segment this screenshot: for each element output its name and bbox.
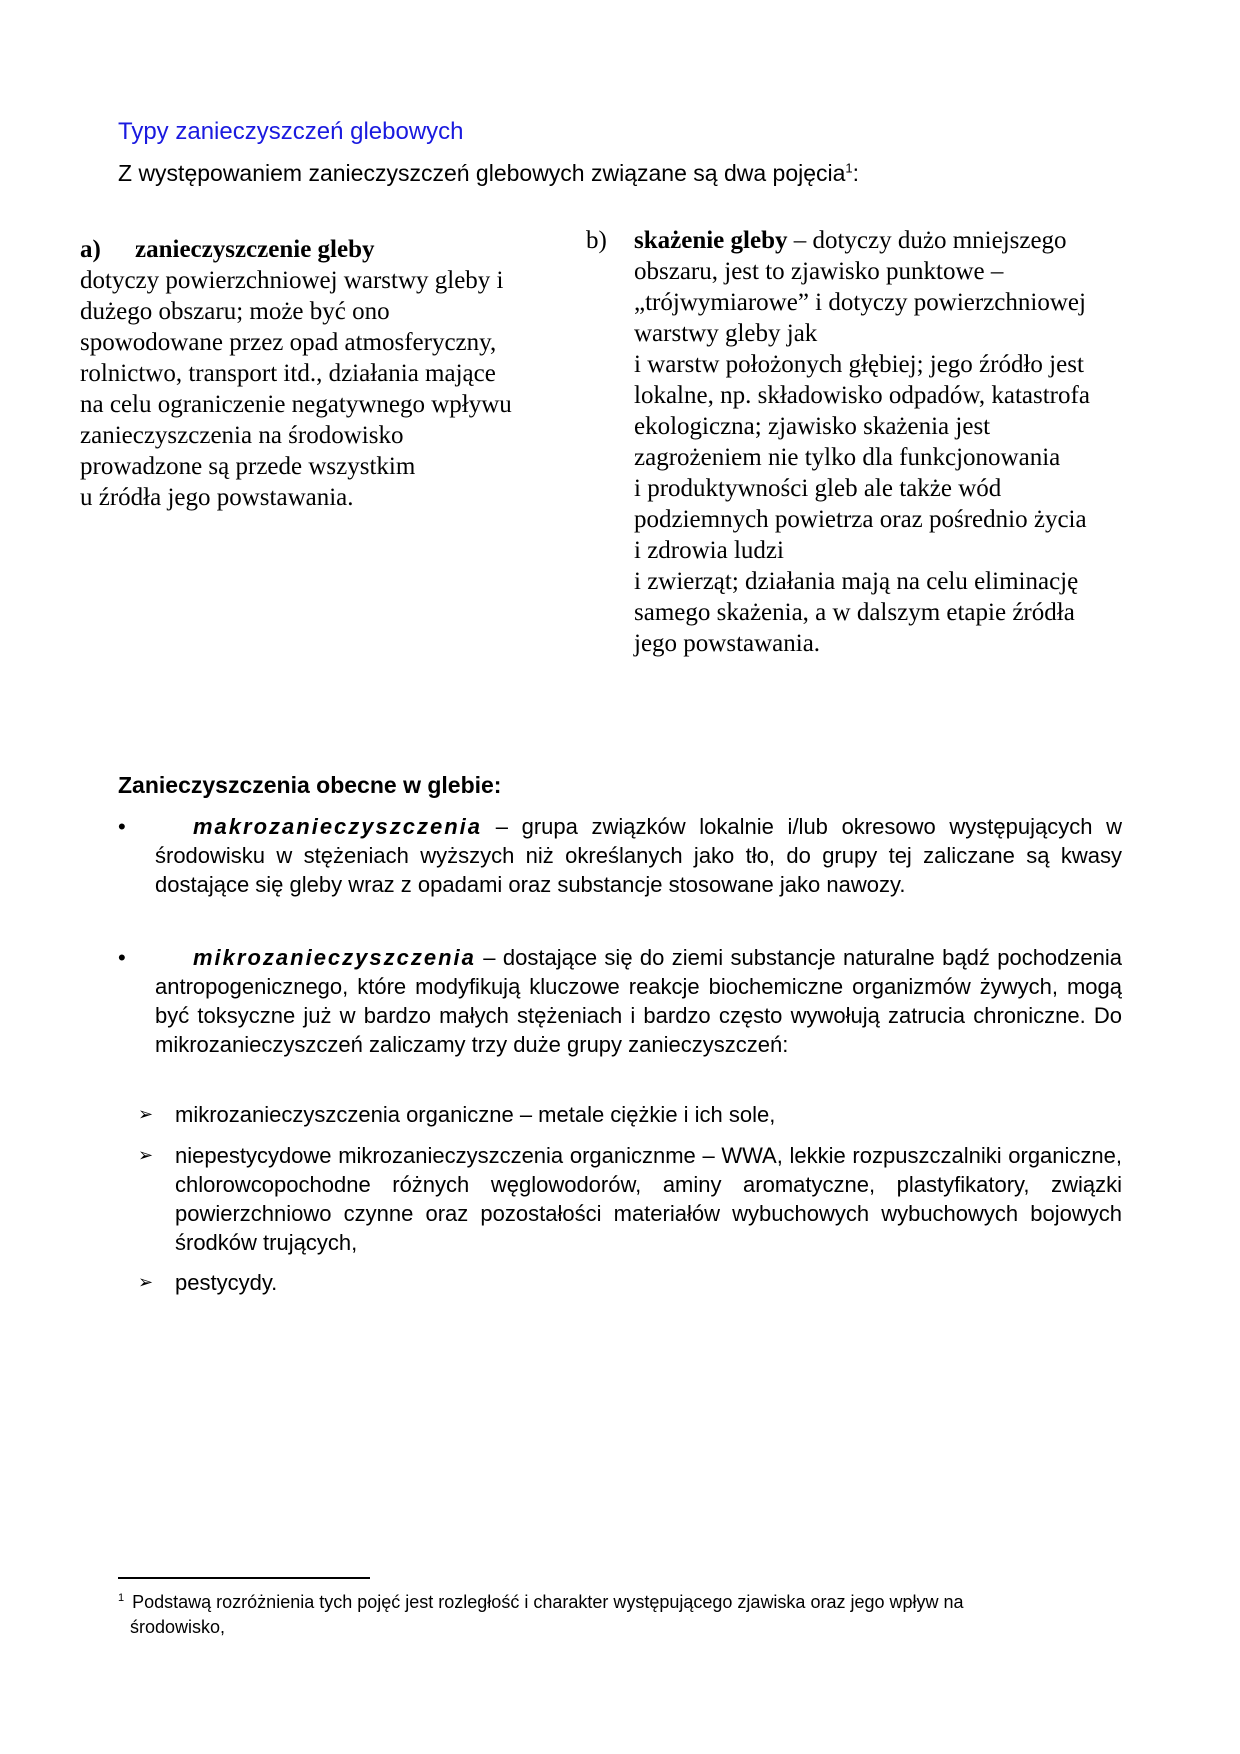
bullet-icon: • [118, 814, 126, 839]
definition-b-term: skażenie gleby [634, 227, 788, 254]
footnote-text-cont: środowisko, [130, 1617, 226, 1637]
footnote-ref[interactable]: 1 [845, 160, 853, 176]
definition-b [586, 225, 1136, 659]
text-line: samego skażenia, a w dalszym etapie źródła [634, 599, 1075, 626]
text-line: u źródła jego powstawania. [80, 484, 354, 511]
bullet-item [118, 943, 1122, 1059]
definition-a-body [80, 265, 560, 513]
bullet-term: makrozanieczyszczenia [193, 814, 483, 839]
text-line: prowadzone są przede wszystkim [80, 453, 416, 480]
definition-b-label: b) [586, 227, 607, 254]
arrow-bullet-icon: ➢ [138, 1272, 154, 1292]
text-line: podziemnych powietrza oraz pośrednio życia [634, 506, 1087, 533]
sub-list [118, 1100, 1122, 1129]
text-line: na celu ograniczenie negatywnego wpływu [80, 391, 512, 418]
text-line: zagrożeniem nie tylko dla funkcjonowania [634, 444, 1061, 471]
bullet-item [118, 812, 1122, 899]
definition-b-body [634, 225, 1136, 659]
text-line: spowodowane przez opad atmosferyczny, [80, 329, 497, 356]
footnote [118, 1586, 1118, 1640]
sub-list [118, 1141, 1122, 1257]
arrow-bullet-icon: ➢ [138, 1145, 154, 1165]
sub-item-text: niepestycydowe mikrozanieczyszczenia organicznme – WWA, lekkie rozpuszczalniki organiczne, chlorowcopochodne różnych węglowodorów, aminy aromatyczne, plastyfikatory, związki powierzchniowo czynne oraz pozostałości materiałów wybuchowych wybuchowych bojowych środków trujących, [175, 1143, 1122, 1255]
bullet-text: – dostające się do ziemi substancje naturalne bądź pochodzenia antropogenicznego, które modyfikują kluczowe reakcje biochemiczne organizmów żywych, mogą być toksyczne już w bardzo małych stężeniach i bardzo często wywołują zatrucia chroniczne. Do mikrozanieczyszczeń zaliczamy trzy duże grupy zanieczyszczeń: [155, 945, 1122, 1057]
page-title: Typy zanieczyszczeń glebowych [118, 118, 464, 145]
section-heading: Zanieczyszczenia obecne w glebie: [118, 772, 502, 798]
sub-item-text: mikrozanieczyszczenia organiczne – metale ciężkie i ich sole, [175, 1102, 776, 1127]
definition-b-first-line: – dotyczy dużo mniejszego [787, 227, 1067, 254]
text-line: „trójwymiarowe” i dotyczy powierzchniowej [634, 289, 1086, 316]
footnote-text: Podstawą rozróżnienia tych pojęć jest rozległość i charakter występującego zjawiska oraz jego wpływ na [132, 1592, 964, 1612]
definition-a [80, 234, 560, 513]
definition-a-term: zanieczyszczenie gleby [135, 236, 375, 263]
sub-item [118, 1268, 1122, 1297]
bullet-term: mikrozanieczyszczenia [193, 945, 476, 970]
text-line: rolnictwo, transport itd., działania mające [80, 360, 496, 387]
definition-a-heading [80, 234, 560, 265]
text-line: dotyczy powierzchniowej warstwy gleby i [80, 267, 504, 294]
text-line: i warstw położonych głębiej; jego źródło jest [634, 351, 1084, 378]
bullet-icon: • [118, 945, 126, 970]
arrow-bullet-icon: ➢ [138, 1104, 154, 1124]
text-line: jego powstawania. [634, 630, 821, 657]
footnote-number: 1 [118, 1592, 125, 1604]
sub-item [118, 1100, 1122, 1129]
text-line: warstwy gleby jak [634, 320, 818, 347]
bullet-text: – grupa związków lokalnie i/lub okresowo występujących w środowisku w stężeniach wyższych niż określanych jako tło, do grupy tej zaliczane są kwasy dostające się gleby wraz z opadami oraz substancje stosowane jako nawozy. [155, 814, 1122, 897]
text-line: zanieczyszczenia na środowisko [80, 422, 404, 449]
footnote-separator [118, 1577, 370, 1579]
intro-text: Z występowaniem zanieczyszczeń glebowych związane są dwa pojęcia [118, 160, 846, 186]
sub-list [118, 1268, 1122, 1297]
text-line: lokalne, np. składowisko odpadów, katastrofa [634, 382, 1090, 409]
text-line: ekologiczna; zjawisko skażenia jest [634, 413, 991, 440]
sub-item [118, 1141, 1122, 1257]
text-line: i produktywności gleb ale także wód [634, 475, 1002, 502]
intro-paragraph [118, 160, 859, 187]
intro-end: : [852, 160, 860, 186]
text-line: i zdrowia ludzi [634, 537, 784, 564]
text-line: dużego obszaru; może być ono [80, 298, 390, 325]
text-line: i zwierząt; działania mają na celu eliminację [634, 568, 1079, 595]
text-line: obszaru, jest to zjawisko punktowe – [634, 258, 1004, 285]
sub-item-text: pestycydy. [175, 1270, 278, 1295]
definition-a-label: a) [80, 236, 101, 263]
